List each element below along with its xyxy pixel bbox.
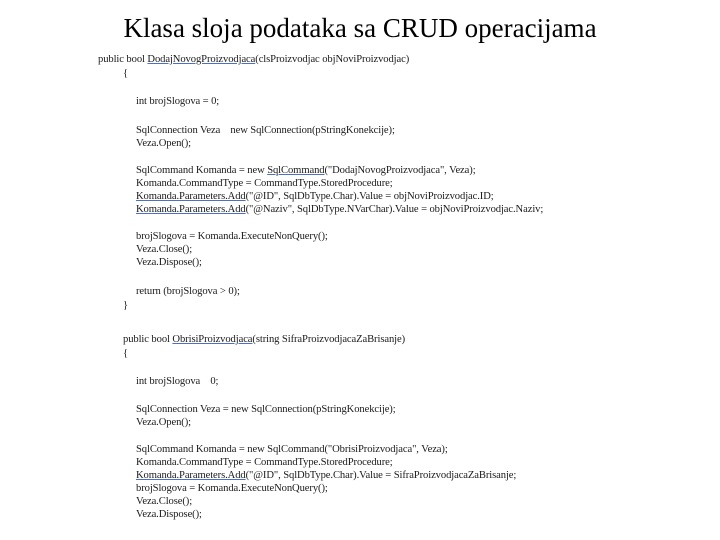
- code-line: [136, 204, 543, 216]
- code-line: Veza.Close();: [136, 496, 193, 507]
- code-line: [136, 191, 494, 203]
- code-line: Veza.Dispose();: [136, 509, 202, 520]
- code-line: Veza.Close();: [136, 244, 193, 255]
- code-line: SqlConnection Veza = new SqlConnection(pStringKonekcije);: [136, 404, 396, 415]
- method2-sig-prefix: public bool: [123, 334, 173, 345]
- code-text: SqlCommand Komanda = new: [136, 165, 268, 176]
- code-line: int brojSlogova 0;: [136, 376, 219, 387]
- code-line: Veza.Open();: [136, 417, 191, 428]
- slide-title: Klasa sloja podataka sa CRUD operacijama: [123, 13, 597, 43]
- code-line: int brojSlogova = 0;: [136, 96, 220, 107]
- method1-sig-prefix: public bool: [98, 54, 148, 65]
- parameters-add-link[interactable]: Komanda.Parameters.Add: [136, 191, 246, 202]
- code-line: Veza.Open();: [136, 138, 191, 149]
- code-text: ("DodajNovogProizvodjaca", Veza);: [324, 165, 476, 176]
- code-text: ("@ID", SqlDbType.Char).Value = objNoviProizvodjac.ID;: [245, 191, 494, 202]
- code-line: return (brojSlogova > 0);: [136, 286, 240, 297]
- sqlcommand-link[interactable]: SqlCommand: [267, 165, 325, 176]
- code-line: Komanda.CommandType = CommandType.StoredProcedure;: [136, 178, 393, 189]
- method1-signature: [98, 54, 409, 66]
- method1-open-brace: {: [123, 68, 128, 79]
- method2-open-brace: {: [123, 348, 128, 359]
- method1-sig-suffix: (clsProizvodjac objNoviProizvodjac): [255, 54, 410, 65]
- code-line: brojSlogova = Komanda.ExecuteNonQuery();: [136, 483, 328, 494]
- method2-signature: [123, 334, 405, 346]
- parameters-add-link[interactable]: Komanda.Parameters.Add: [136, 470, 246, 481]
- code-line: brojSlogova = Komanda.ExecuteNonQuery();: [136, 231, 328, 242]
- parameters-add-link[interactable]: Komanda.Parameters.Add: [136, 204, 246, 215]
- code-line: [136, 165, 476, 177]
- method1-close-brace: }: [123, 300, 128, 311]
- method2-name-link[interactable]: ObrisiProizvodjaca: [172, 334, 253, 345]
- code-line: SqlCommand Komanda = new SqlCommand("ObrisiProizvodjaca", Veza);: [136, 444, 448, 455]
- method1-name-link[interactable]: DodajNovogProizvodjaca: [147, 54, 256, 65]
- code-line: Komanda.CommandType = CommandType.StoredProcedure;: [136, 457, 393, 468]
- code-line: SqlConnection Veza new SqlConnection(pStringKonekcije);: [136, 125, 395, 136]
- code-line: Veza.Dispose();: [136, 257, 202, 268]
- code-line: [136, 470, 516, 482]
- code-text: ("@Naziv", SqlDbType.NVarChar).Value = objNoviProizvodjac.Naziv;: [245, 204, 544, 215]
- method2-sig-suffix: (string SifraProizvodjacaZaBrisanje): [252, 334, 406, 345]
- code-text: ("@ID", SqlDbType.Char).Value = SifraProizvodjacaZaBrisanje;: [245, 470, 517, 481]
